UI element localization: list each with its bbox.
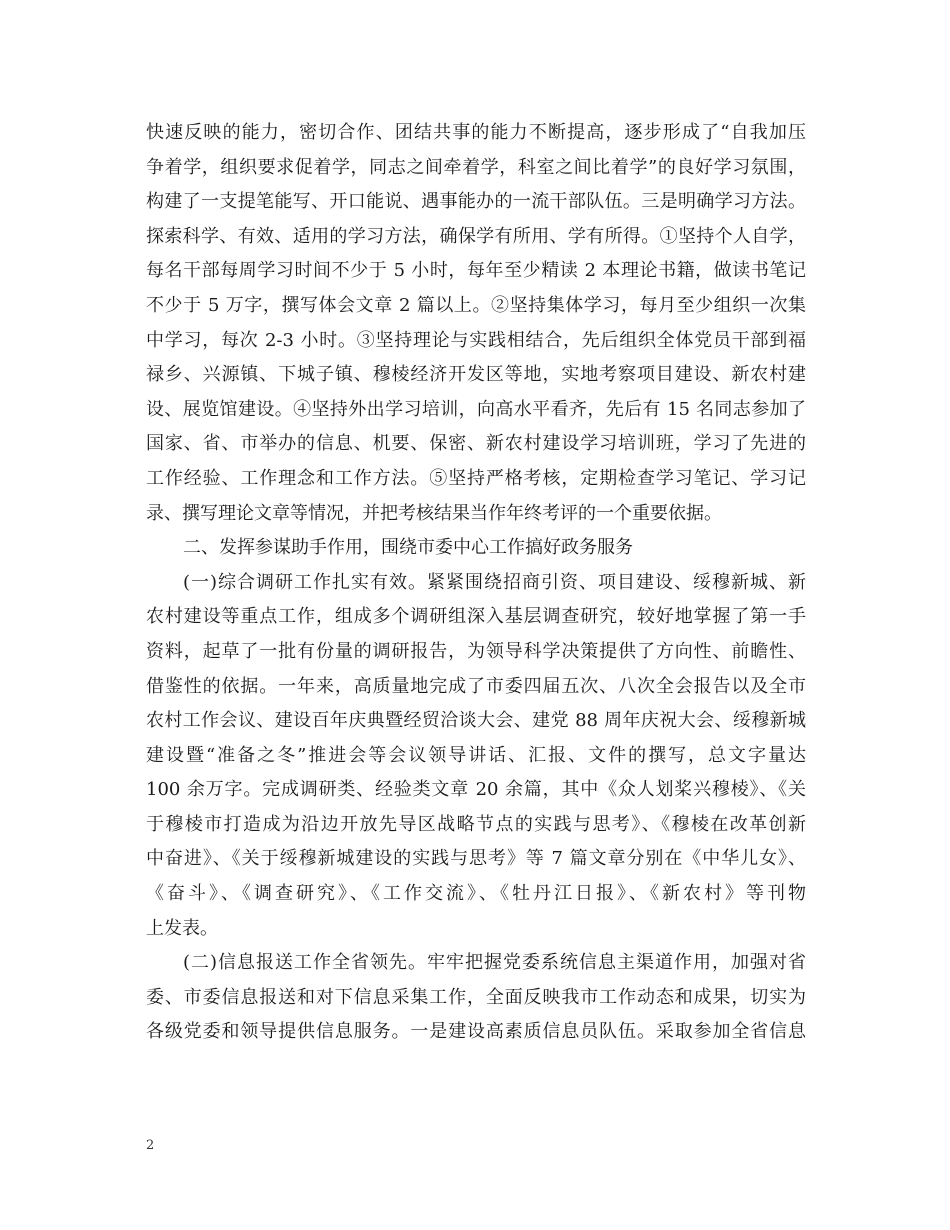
text-line: 农村建设等重点工作，组成多个调研组深入基层调查研究，较好地掌握了第一手 (146, 606, 806, 628)
text-line: (一)综合调研工作扎实有效。紧紧围绕招商引资、项目建设、绥穆新城、新 (183, 571, 806, 593)
text-line: 于穆棱市打造成为沿边开放先导区战略节点的实践与思考》、《穆棱在改革创新 (146, 813, 806, 835)
text-line: 设、展览馆建设。④坚持外出学习培训，向高水平看齐，先后有 15 名同志参加了 (146, 398, 806, 420)
text-line: 资料，起草了一批有份量的调研报告，为领导科学决策提供了方向性、前瞻性、 (146, 640, 806, 662)
text-line: 《奋斗》、《调查研究》、《工作交流》、《牡丹江日报》、《新农村》等刊物 (146, 883, 806, 905)
text-line: 中奋进》、《关于绥穆新城建设的实践与思考》等 7 篇文章分别在《中华儿女》、 (146, 848, 806, 870)
text-line: 委、市委信息报送和对下信息采集工作，全面反映我市工作动态和成果，切实为 (146, 986, 806, 1008)
paragraph (146, 946, 806, 1050)
text-line: 工作经验、工作理念和工作方法。⑤坚持严格考核，定期检查学习笔记、学习记 (146, 467, 806, 489)
paragraph (146, 566, 806, 947)
text-line: 禄乡、兴源镇、下城子镇、穆棱经济开发区等地，实地考察项目建设、新农村建 (146, 364, 806, 386)
text-line: 快速反映的能力，密切合作、团结共事的能力不断提高，逐步形成了“自我加压 (146, 122, 806, 143)
paragraph (146, 531, 806, 566)
text-line: 100 余万字。完成调研类、经验类文章 20 余篇，其中《众人划桨兴穆棱》、《关 (146, 779, 806, 801)
text-line: 构建了一支提笔能写、开口能说、遇事能办的一流干部队伍。三是明确学习方法。 (146, 191, 806, 213)
document-body (146, 116, 806, 1050)
text-line: (二)信息报送工作全省领先。牢牢把握党委系统信息主渠道作用，加强对省 (183, 952, 806, 974)
text-line: 争着学，组织要求促着学，同志之间牵着学，科室之间比着学”的良好学习氛围， (146, 156, 806, 178)
text-line: 农村工作会议、建设百年庆典暨经贸洽谈大会、建党 88 周年庆祝大会、绥穆新城 (146, 710, 806, 732)
text-line: 上发表。 (146, 917, 218, 939)
text-line: 录、撰写理论文章等情况，并把考核结果当作年终考评的一个重要依据。 (146, 502, 722, 524)
paragraph (146, 116, 806, 531)
text-line: 每名干部每周学习时间不少于 5 小时，每年至少精读 2 本理论书籍，做读书笔记 (146, 260, 806, 282)
text-line: 中学习，每次 2-3 小时。③坚持理论与实践相结合，先后组织全体党员干部到福 (146, 329, 806, 351)
page-number: 2 (146, 1138, 155, 1153)
text-line: 建设暨“准备之冬”推进会等会议领导讲话、汇报、文件的撰写，总文字量达 (146, 744, 806, 766)
text-line: 二、发挥参谋助手作用，围绕市委中心工作搞好政务服务 (183, 537, 633, 559)
text-line: 国家、省、市举办的信息、机要、保密、新农村建设学习培训班，学习了先进的 (146, 433, 806, 455)
text-line: 探索科学、有效、适用的学习方法，确保学有所用、学有所得。①坚持个人自学， (146, 225, 806, 247)
text-line: 各级党委和领导提供信息服务。一是建设高素质信息员队伍。采取参加全省信息 (146, 1021, 806, 1043)
text-line: 借鉴性的依据。一年来，高质量地完成了市委四届五次、八次全会报告以及全市 (146, 675, 806, 697)
text-line: 不少于 5 万字，撰写体会文章 2 篇以上。②坚持集体学习，每月至少组织一次集 (146, 294, 806, 316)
